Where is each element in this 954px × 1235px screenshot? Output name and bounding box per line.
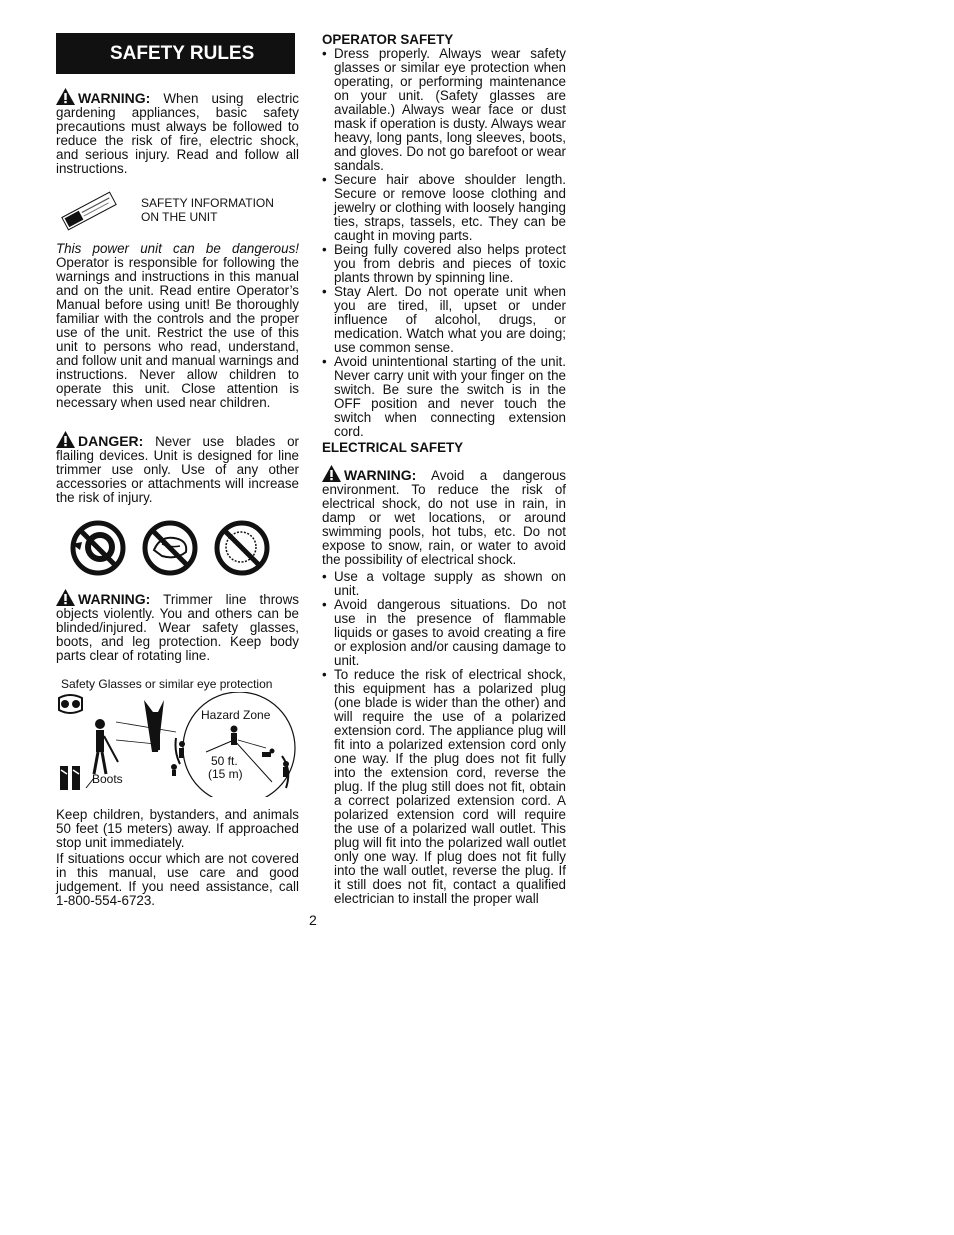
electrical-safety-list bbox=[322, 570, 566, 906]
keep-away-text: Keep children, bystanders, and animals 50 feet (15 meters) away. If approached stop unit immediately. bbox=[56, 807, 299, 850]
warning-electrical-block bbox=[322, 465, 566, 906]
child-icon bbox=[171, 764, 177, 776]
fig-distance-ft: 50 ft. bbox=[211, 754, 238, 768]
fig-hazard-zone-label: Hazard Zone bbox=[201, 708, 271, 722]
intro-text: Operator is responsible for following the warnings and instructions in this manual and on the unit. Read entire Operator’s Manual before using unit! Be thoroughly familiar with the controls and the proper use of the unit. Restrict the use of this unit to persons who read, understand, and follow unit and manual warnings and instructions. Never allow children to operate this unit. Close attention is necessary when used near children. bbox=[56, 255, 299, 410]
list-item: • Use a voltage supply as shown on unit. bbox=[322, 570, 566, 598]
intro-italic: This power unit can be dangerous! bbox=[56, 241, 299, 256]
operator-safety-heading: OPERATOR SAFETY bbox=[322, 32, 454, 47]
page-title: SAFETY RULES bbox=[56, 33, 295, 74]
decal-caption-line1: SAFETY INFORMATION bbox=[141, 196, 274, 210]
list-item: • To reduce the risk of electrical shock, this equipment has a polarized plug (one blade is wider than the other) and will require the use of a polarized extension cord. The appliance plug will fit into a polarized extension cord only one way. If the plug does not fit fully into the extension cord, reverse the plug. If the plug still does not fit, obtain a correct polarized extension cord. A polarized extension cord will require the use of a polarized wall outlet. This plug will fit into the polarized wall outlet only one way. If plug does not fit fully into the wall outlet, reverse the plug. If it still does not fit, contact a qualified electrician to install the proper wall bbox=[322, 668, 566, 906]
dog-icon bbox=[262, 749, 275, 758]
situations-paragraph bbox=[56, 852, 299, 908]
operator-icon bbox=[94, 719, 118, 774]
danger-block bbox=[56, 431, 299, 505]
warning-label: WARNING: bbox=[344, 467, 417, 483]
danger-label: DANGER: bbox=[78, 433, 144, 449]
keep-away-paragraph bbox=[56, 808, 299, 850]
list-item: • Secure hair above shoulder length. Secure or remove loose clothing and jewelry or clothing with loosely hanging ties, straps, tassels, etc. They can be caught in moving parts. bbox=[322, 173, 566, 243]
fig-distance-m: (15 m) bbox=[208, 767, 243, 781]
warning-triangle-icon bbox=[56, 88, 75, 105]
safety-decal-icon bbox=[58, 190, 120, 232]
list-item: • Avoid dangerous situations. Do not use in the presence of flammable liquids or gases to avoid creating a fire or explosion and/or causing damage to unit. bbox=[322, 598, 566, 668]
warning-text: Avoid a dangerous environment. To reduce the risk of electrical shock, do not use in rain, in damp or wet locations, or around swimming pools, hot tubs, etc. Do not expose to snow, rain, or water to avoid the possibility of electrical shock. bbox=[322, 468, 566, 567]
situations-text: If situations occur which are not covered in this manual, use care and good judgement. If you need assistance, call 1-800-554-6723. bbox=[56, 851, 299, 908]
warning-label: WARNING: bbox=[78, 591, 151, 607]
fig-boots-label: Boots bbox=[92, 772, 123, 786]
list-item: • Stay Alert. Do not operate unit when you are tired, ill, upset or under influence of alcohol, drugs, or medication. Watch what you are doing; use common sense. bbox=[322, 285, 566, 355]
warning-text: When using electric gardening appliances, basic safety precautions must always be followed to reduce the risk of fire, electric shock, and serious injury. Read and follow all instructions. bbox=[56, 91, 299, 176]
fig-safety-glasses-caption: Safety Glasses or similar eye protection bbox=[61, 677, 273, 691]
warning-label: WARNING: bbox=[78, 90, 151, 106]
no-flail-icon bbox=[145, 523, 195, 573]
intro-paragraph bbox=[56, 242, 299, 410]
no-saw-blade-icon bbox=[217, 523, 267, 573]
warning-text: Trimmer line throws objects violently. You and others can be blinded/injured. Wear safety glasses, boots, and leg protection. Keep body parts clear of rotating line. bbox=[56, 592, 299, 663]
warning-triangle-icon bbox=[56, 589, 75, 606]
list-item: • Dress properly. Always wear safety glasses or similar eye protection when operating, or performing maintenance on your unit. (Safety glasses are available.) Always wear face or dust mask if operation is dusty. Always wear heavy, long pants, long sleeves, boots, and gloves. Do not go barefoot or wear sandals. bbox=[322, 47, 566, 173]
center-person-icon bbox=[231, 726, 238, 746]
electrical-safety-heading: ELECTRICAL SAFETY bbox=[322, 440, 464, 455]
warning-trimmer-block bbox=[56, 589, 299, 663]
danger-text: Never use blades or flailing devices. Unit is designed for line trimmer use only. Use of any other accessories or attachments will increase the risk of injury. bbox=[56, 434, 299, 505]
list-item: • Being fully covered also helps protect you from debris and pieces of toxic plants thrown by spinning line. bbox=[322, 243, 566, 285]
operator-safety-list bbox=[322, 47, 566, 439]
operator-safety-section bbox=[322, 33, 566, 455]
warning-electric-block bbox=[56, 88, 299, 176]
no-blade-disc-icon bbox=[72, 523, 123, 573]
decal-caption-line2: ON THE UNIT bbox=[141, 210, 218, 224]
page-number: 2 bbox=[309, 912, 317, 928]
warning-triangle-icon bbox=[56, 431, 75, 448]
boots-icon bbox=[60, 766, 80, 790]
list-item: • Avoid unintentional starting of the unit. Never carry unit with your finger on the switch. Be sure the switch is in the OFF position and never touch the switch when connecting extension cord. bbox=[322, 355, 566, 439]
warning-triangle-icon bbox=[322, 465, 341, 482]
no-blades-icons bbox=[70, 520, 270, 576]
bystander-icon bbox=[176, 738, 186, 764]
safety-glasses-icon bbox=[59, 695, 82, 713]
